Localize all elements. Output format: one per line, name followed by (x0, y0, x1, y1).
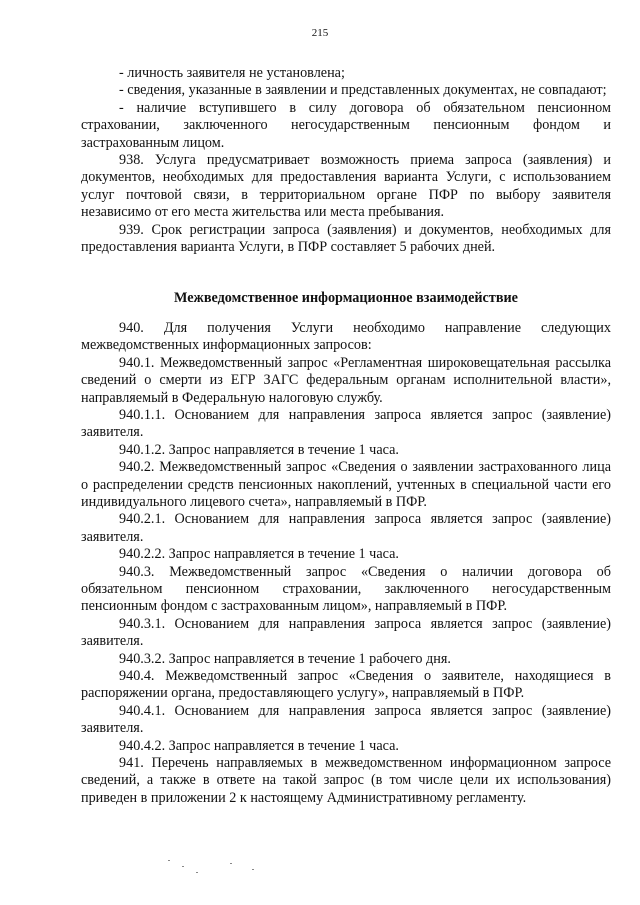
paragraph-940-4: 940.4. Межведомственный запрос «Сведения о заявителе, находящиеся в распоряжении органа, предоставляющего услугу», направляемый в ПФР. (81, 668, 611, 702)
bullet-item: - сведения, указанные в заявлении и представленных документах, не совпадают; (119, 82, 607, 99)
bullet-item: - наличие вступившего в силу договора об обязательном пенсионном страховании, заключенного негосударственным пенсионным фондом и застрахованным лицом. (81, 99, 611, 151)
scan-speck (168, 860, 170, 861)
paragraph-940-2-1: 940.2.1. Основанием для направления запроса является запрос (заявление) заявителя. (81, 511, 611, 545)
paragraph-939: 939. Срок регистрации запроса (заявления) и документов, необходимых для предоставления варианта Услуги, в ПФР составляет 5 рабочих дней. (81, 221, 611, 256)
paragraph-940-3-2: 940.3.2. Запрос направляется в течение 1 рабочего дня. (119, 650, 451, 667)
paragraph-940-3-1: 940.3.1. Основанием для направления запроса является запрос (заявление) заявителя. (81, 615, 611, 650)
section-heading: Межведомственное информационное взаимодействие (174, 290, 518, 307)
page-number: 215 (311, 27, 329, 39)
bullet-item: - личность заявителя не установлена; (119, 65, 345, 81)
scan-speck (252, 869, 254, 870)
scan-speck (182, 866, 184, 867)
paragraph-940-2: 940.2. Межведомственный запрос «Сведения о заявлении застрахованного лица о распределении средств пенсионных накоплений, учтенных в специальной части его индивидуального лицевого счета», направляемый в ПФР. (81, 459, 611, 510)
paragraph-940-1-1: 940.1.1. Основанием для направления запроса является запрос (заявление) заявителя. (81, 406, 611, 441)
paragraph-941: 941. Перечень направляемых в межведомственном информационном запросе сведений, а также в ответе на такой запрос (в том числе цели их использования) приведен в приложении 2 к настоящему Административному регламенту. (81, 755, 611, 806)
paragraph-940-4-2: 940.4.2. Запрос направляется в течение 1 часа. (119, 737, 399, 754)
paragraph-940: 940. Для получения Услуги необходимо направление следующих межведомственных информационных запросов: (81, 319, 611, 354)
paragraph-940-1-2: 940.1.2. Запрос направляется в течение 1 часа. (119, 441, 399, 458)
paragraph-940-2-2: 940.2.2. Запрос направляется в течение 1 часа. (119, 546, 399, 563)
paragraph-938: 938. Услуга предусматривает возможность приема запроса (заявления) и документов, необходимых для предоставления варианта Услуги, с использованием услуг почтовой связи, в территориальном органе ПФР по выбору заявителя независимо от его места жительства или места пребывания. (81, 152, 611, 221)
paragraph-940-4-1: 940.4.1. Основанием для направления запроса является запрос (заявление) заявителя. (81, 702, 611, 737)
spacer (81, 256, 611, 264)
paragraph-940-1: 940.1. Межведомственный запрос «Регламентная широковещательная рассылка сведений о смерти из ЕГР ЗАГС федеральным органам исполнительной власти», направляемый в Федеральную налоговую службу. (81, 354, 611, 406)
document-body (81, 65, 611, 807)
paragraph-940-3: 940.3. Межведомственный запрос «Сведения о наличии договора об обязательном пенсионном страховании, заключенного негосударственным пенсионным фондом с застрахованным лицом», направляемый в ПФР. (81, 563, 611, 615)
scan-speck (196, 872, 198, 873)
scan-speck (230, 863, 232, 864)
